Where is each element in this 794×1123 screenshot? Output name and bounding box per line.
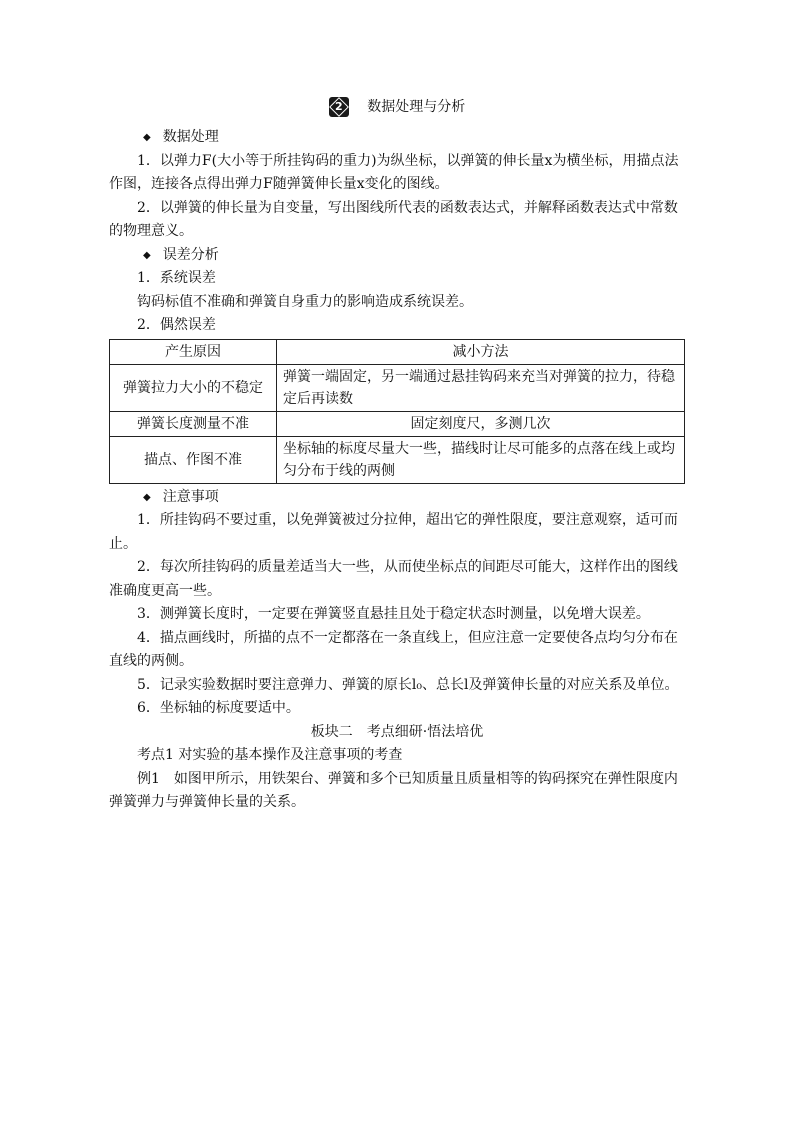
paragraph: 6．坐标轴的标度要适中。 bbox=[137, 700, 300, 716]
paragraph: 3．测弹簧长度时，一定要在弹簧竖直悬挂且处于稳定状态时测量，以免增大误差。 bbox=[137, 606, 650, 622]
heading-notes: ◆ 注意事项 bbox=[109, 486, 685, 510]
paragraph: 1．所挂钩码不要过重，以免弹簧被过分拉伸，超出它的弹性限度，要注意观察，适可而止。 bbox=[109, 512, 678, 552]
paragraph: 钩码标值不准确和弹簧自身重力的影响造成系统误差。 bbox=[137, 293, 473, 310]
topic-heading: 考点1 对实验的基本操作及注意事项的考查 bbox=[137, 747, 403, 763]
table-cell: 描点、作图不准 bbox=[110, 436, 277, 483]
heading-data-processing: ◆ 数据处理 bbox=[109, 126, 685, 150]
paragraph: 5．记录实验数据时要注意弹力、弹簧的原长l₀、总长l及弹簧伸长量的对应关系及单位。 bbox=[137, 676, 679, 693]
paragraph: 4．描点画线时，所描的点不一定都落在一条直线上，但应注意一定要使各点均匀分布在直线的两侧。 bbox=[109, 629, 678, 669]
heading-error-analysis: ◆ 误差分析 bbox=[109, 244, 685, 268]
document-page bbox=[109, 96, 685, 815]
table-row bbox=[110, 411, 685, 436]
section-header bbox=[109, 96, 685, 122]
table-header-cell: 减小方法 bbox=[277, 339, 685, 364]
paragraph: 2．以弹簧的伸长量为自变量，写出图线所代表的函数表达式，并解释函数表达式中常数的物理意义。 bbox=[109, 199, 678, 239]
table-cell: 弹簧长度测量不准 bbox=[110, 411, 277, 436]
paragraph: 2．每次所挂钩码的质量差适当大一些，从而使坐标点的间距尽可能大，这样作出的图线准确度更高一些。 bbox=[109, 559, 678, 599]
diamond-bullet-icon: ◆ bbox=[143, 249, 151, 261]
table-cell: 坐标轴的标度尽量大一些，描线时让尽可能多的点落在线上或均匀分布于线的两侧 bbox=[277, 436, 685, 483]
table-header-cell: 产生原因 bbox=[110, 339, 277, 364]
table-cell: 弹簧拉力大小的不稳定 bbox=[110, 364, 277, 411]
table-cell: 固定刻度尺，多测几次 bbox=[277, 411, 685, 436]
section-title: 数据处理与分析 bbox=[367, 99, 466, 115]
table-header-row bbox=[110, 339, 685, 364]
error-table bbox=[109, 339, 685, 484]
table-row bbox=[110, 364, 685, 411]
paragraph: 1．以弹力F(大小等于所挂钩码的重力)为纵坐标，以弹簧的伸长量x为横坐标，用描点法作图，连接各点得出弹力F随弹簧伸长量x变化的图线。 bbox=[109, 152, 679, 192]
subheading-systematic-error: 1．系统误差 bbox=[137, 270, 216, 286]
number-badge-icon: 2 bbox=[329, 97, 349, 117]
example-paragraph: 例1 如图甲所示，用铁架台、弹簧和多个已知质量且质量相等的钩码探究在弹性限度内弹簧弹力与弹簧伸长量的关系。 bbox=[109, 770, 678, 810]
table-row bbox=[110, 436, 685, 483]
subheading-random-error: 2．偶然误差 bbox=[137, 317, 216, 333]
diamond-bullet-icon: ◆ bbox=[143, 491, 151, 503]
diamond-bullet-icon: ◆ bbox=[143, 132, 151, 143]
table-cell: 弹簧一端固定，另一端通过悬挂钩码来充当对弹簧的拉力，待稳定后再读数 bbox=[277, 364, 685, 411]
block-title: 板块二 考点细研·悟法培优 bbox=[310, 723, 484, 740]
